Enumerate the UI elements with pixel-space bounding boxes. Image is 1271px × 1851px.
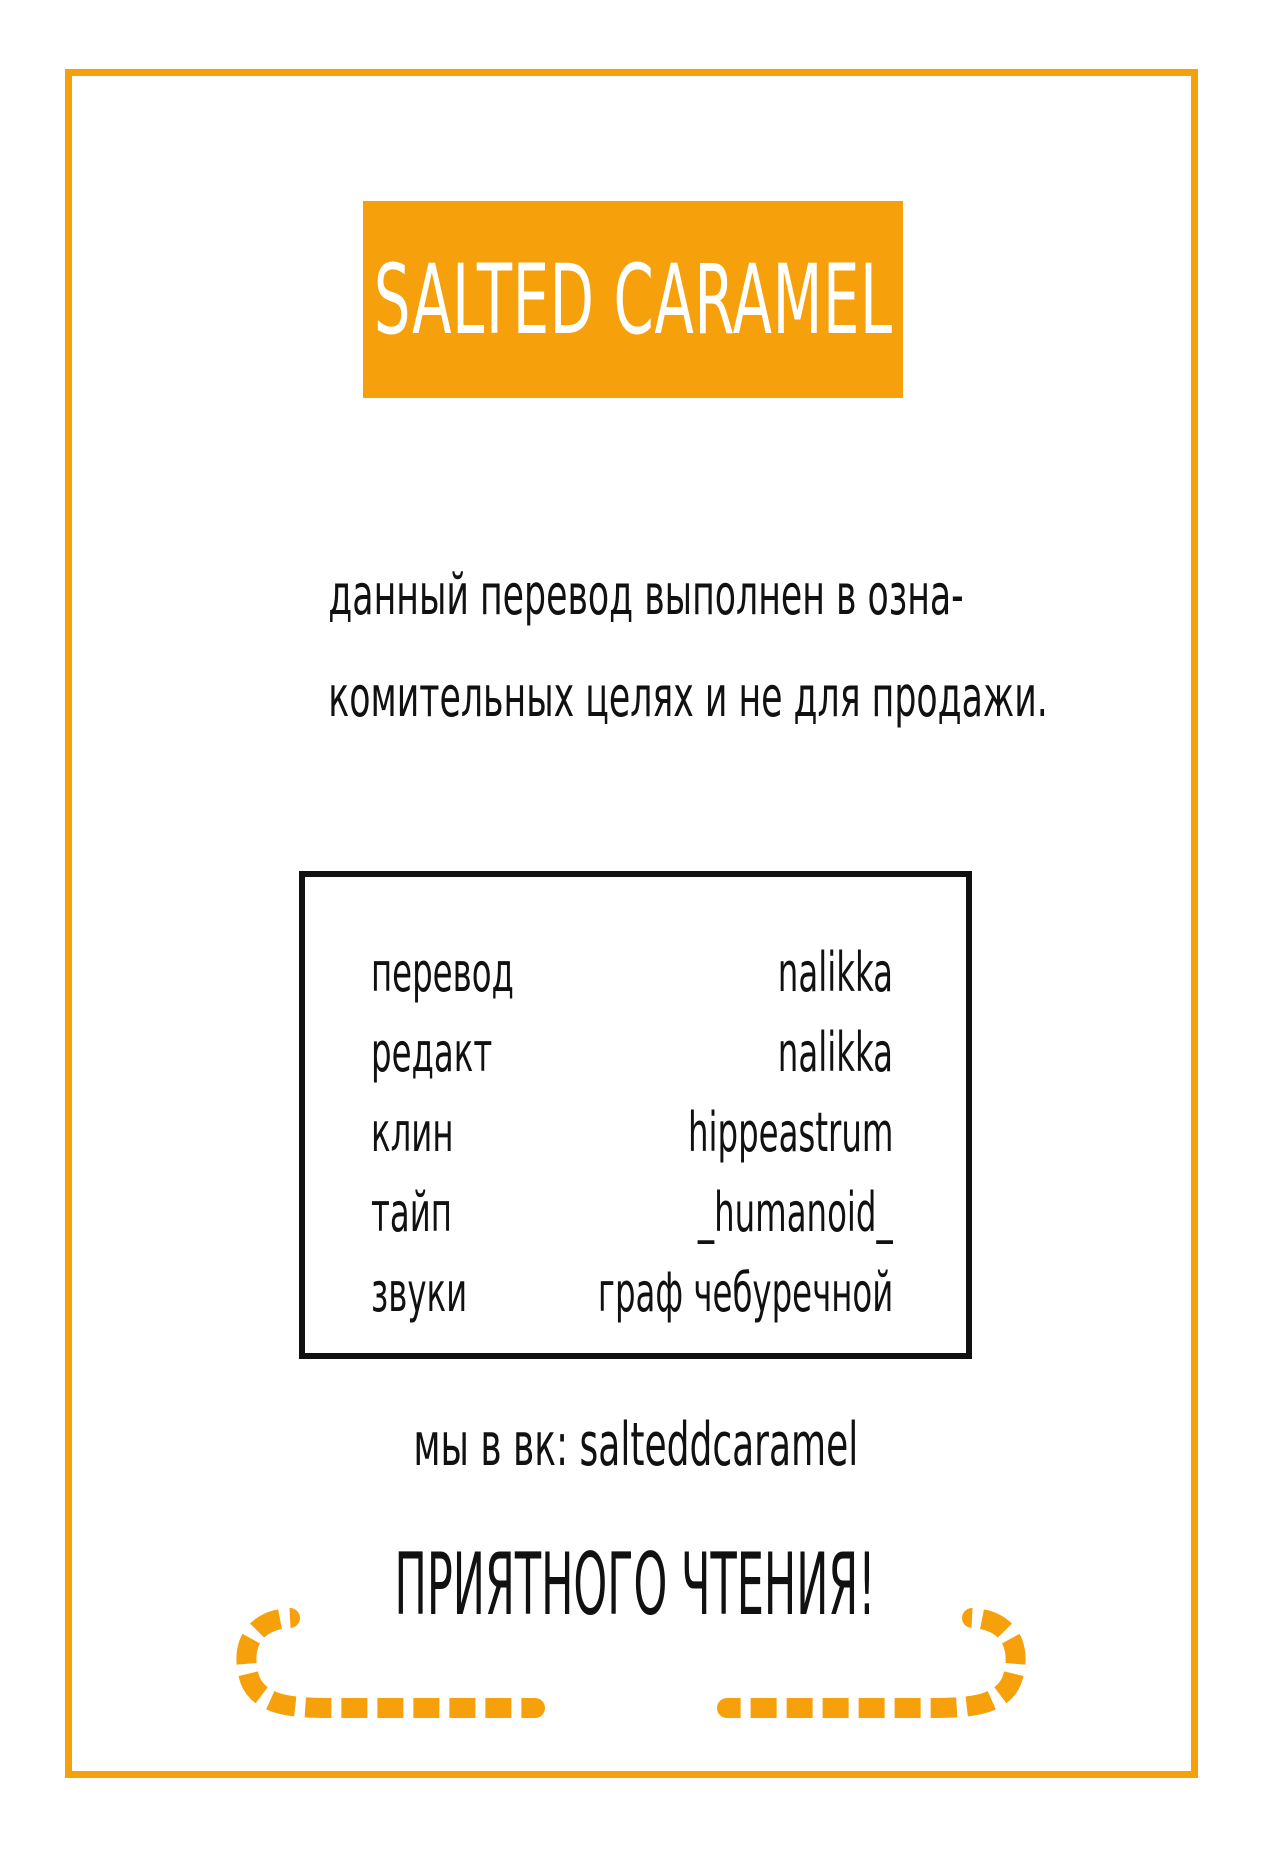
- title-text: SALTED CARAMEL: [373, 243, 893, 356]
- disclaimer-line-2: комительных целях и не для продажи.: [328, 665, 1048, 730]
- enjoy-text: ПРИЯТНОГО ЧТЕНИЯ!: [394, 1535, 877, 1635]
- credit-name: граф чебуречной: [597, 1261, 893, 1324]
- vk-link-text: [140, 1410, 1131, 1480]
- title-banner: [363, 201, 903, 398]
- credit-role: тайп: [371, 1181, 452, 1244]
- credit-row: [371, 1101, 893, 1181]
- credit-row: [371, 1021, 893, 1101]
- candy-cane-right-icon: [712, 1600, 1032, 1730]
- disclaimer: [140, 545, 1131, 749]
- credit-role: звуки: [371, 1261, 468, 1324]
- credit-row: [371, 1181, 893, 1261]
- credit-name: nalikka: [777, 941, 893, 1004]
- credits-box: [299, 871, 972, 1359]
- candy-cane-left-icon: [230, 1600, 550, 1730]
- credit-role: клин: [371, 1101, 454, 1164]
- credit-role: перевод: [371, 941, 514, 1004]
- credit-name: nalikka: [777, 1021, 893, 1084]
- credit-row: [371, 1261, 893, 1341]
- disclaimer-line-1: данный перевод выполнен в озна-: [328, 563, 964, 628]
- vk-text: мы в вк: salteddcaramel: [413, 1410, 858, 1480]
- credit-role: редакт: [371, 1021, 493, 1084]
- credit-row: [371, 941, 893, 1021]
- credit-name: _humanoid_: [698, 1181, 893, 1244]
- credit-name: hippeastrum: [687, 1101, 893, 1164]
